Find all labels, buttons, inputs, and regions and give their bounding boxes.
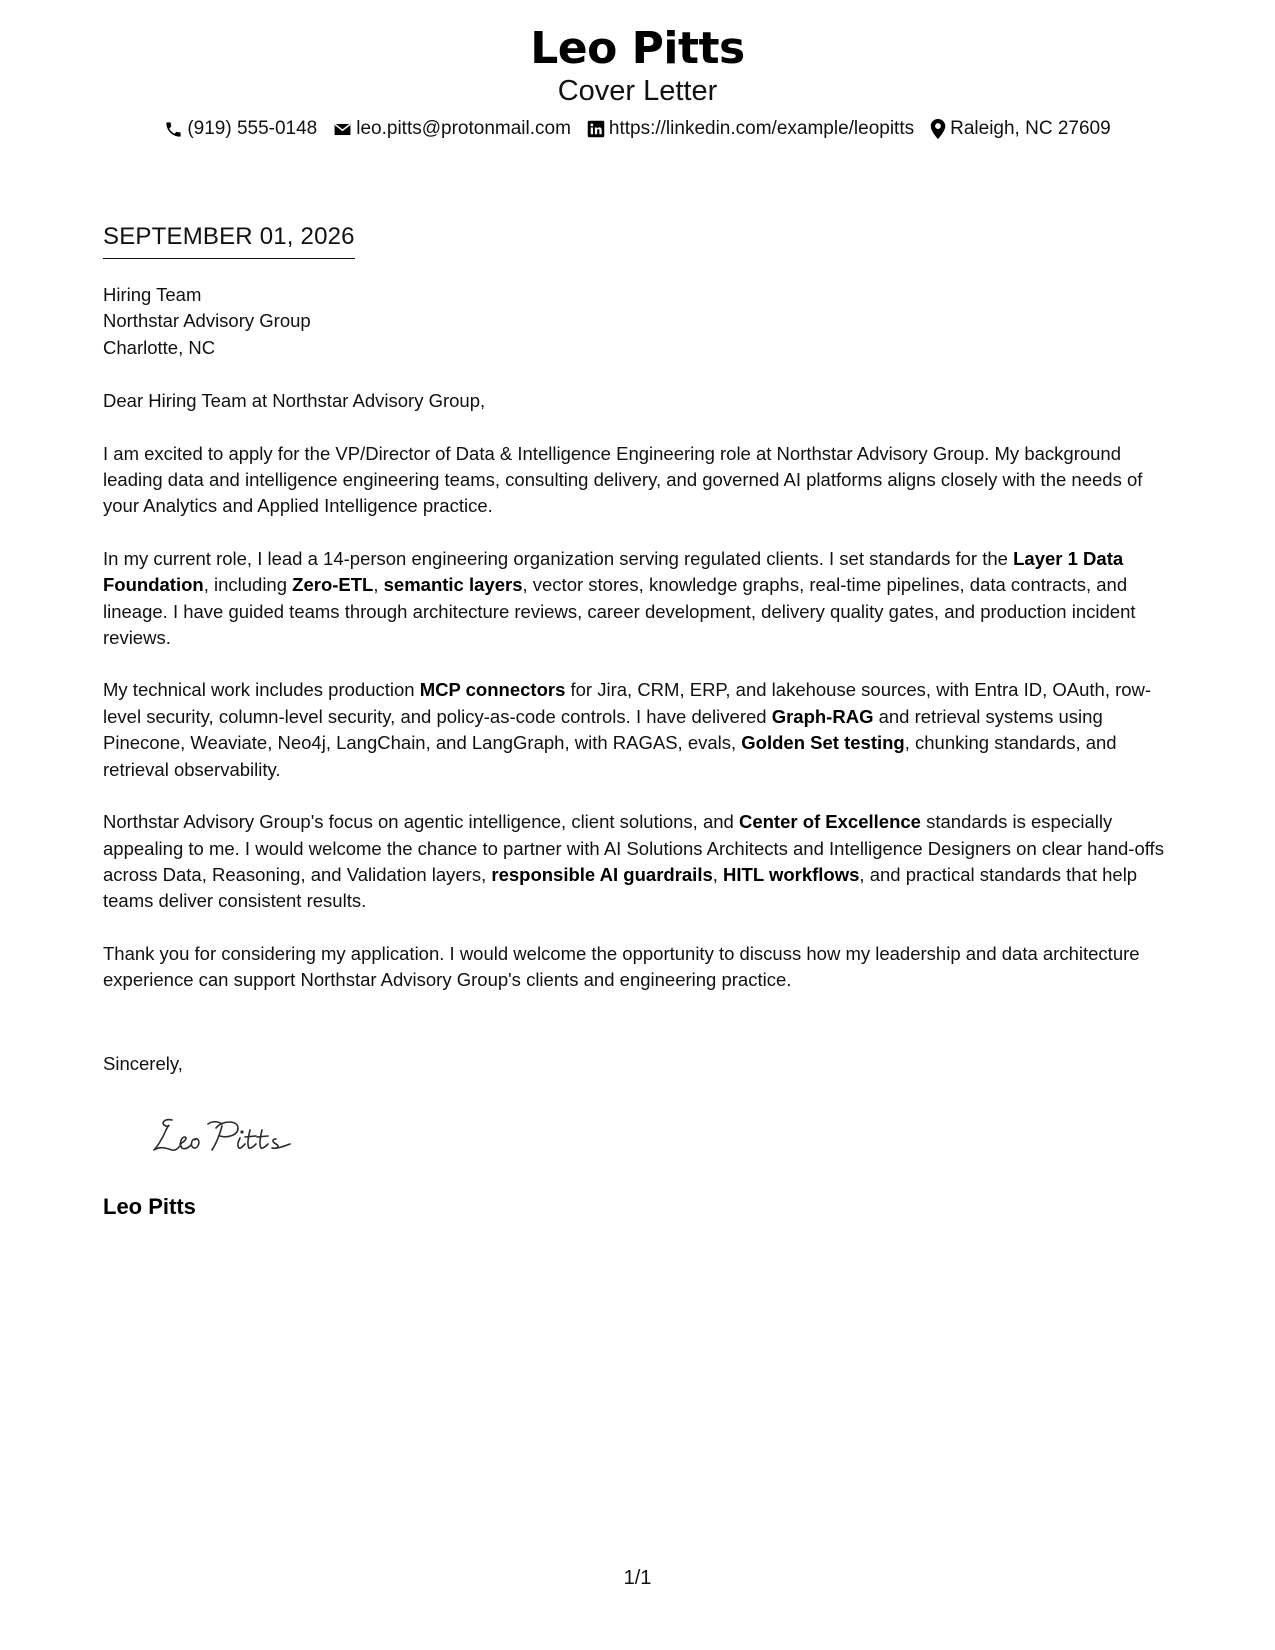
emphasized-text: semantic layers [383, 574, 523, 596]
phone-number: (919) 555-0148 [187, 118, 318, 139]
paragraph-text: In my current role, I lead a 14-person engineering organization serving regulated clients. I set standards for the [103, 547, 1014, 569]
emphasized-text: Graph-RAG [771, 705, 874, 727]
paragraph-text: and retrieval systems using Pinecone, Weaviate, Neo4j, LangChain, and LangGraph, with RAGAS, evals, [103, 705, 1103, 754]
emphasized-text: Layer 1 Data Foundation [103, 547, 1124, 596]
recipient-line: Northstar Advisory Group [103, 310, 311, 332]
handwritten-signature [150, 1108, 320, 1158]
document-subtitle: Cover Letter [557, 75, 718, 107]
map-pin-icon [930, 119, 946, 139]
signer-name: Leo Pitts [103, 1194, 196, 1219]
linkedin-url[interactable]: https://linkedin.com/example/leopitts [608, 118, 915, 139]
email-address[interactable]: leo.pitts@protonmail.com [356, 118, 571, 139]
paragraph-text: , [373, 574, 384, 596]
emphasized-text: Zero-ETL [292, 574, 374, 596]
letter-header [0, 22, 1275, 142]
recipient-line: Hiring Team [103, 284, 202, 305]
paragraph-text: , including [203, 574, 293, 596]
contact-line [0, 116, 1275, 142]
linkedin-icon [587, 120, 605, 138]
emphasized-text: Golden Set testing [741, 732, 905, 754]
envelope-icon [333, 120, 352, 139]
emphasized-text: MCP connectors [419, 679, 566, 701]
paragraph-text: , and practical standards that help teams deliver consistent results. [103, 863, 1138, 912]
body-paragraphs [103, 441, 1173, 994]
contact-email[interactable] [333, 116, 571, 142]
letter-body [103, 282, 1173, 1020]
greeting: Dear Hiring Team at Northstar Advisory Group, [103, 390, 486, 412]
paragraph-text: Thank you for considering my application. I would welcome the opportunity to discuss how my leadership and data architecture experience can support Northstar Advisory Group's clients and engineering practice. [103, 942, 1140, 991]
emphasized-text: Center of Excellence [738, 811, 921, 833]
emphasized-text: HITL workflows [723, 863, 860, 885]
paragraph-text: Northstar Advisory Group's focus on agentic intelligence, client solutions, and [103, 811, 739, 833]
body-paragraph [103, 677, 1173, 783]
contact-linkedin[interactable] [587, 116, 914, 142]
paragraph-text: , chunking standards, and retrieval observability. [103, 732, 1117, 780]
body-paragraph [103, 941, 1173, 994]
paragraph-text: standards is especially appealing to me. I would welcome the chance to partner with AI Solutions Architects and Intelligence Designers on clear hand-offs across Data, Reasoning, and Validation layers, [103, 811, 1164, 885]
contact-location [930, 116, 1111, 142]
body-paragraph [103, 809, 1173, 915]
recipient-line: Charlotte, NC [103, 336, 216, 358]
paragraph-text: , [712, 863, 724, 885]
emphasized-text: responsible AI guardrails [491, 863, 713, 885]
closing: Sincerely, [103, 1053, 183, 1074]
paragraph-text: My technical work includes production [103, 679, 420, 701]
paragraph-text: I am excited to apply for the VP/Director of Data & Intelligence Engineering role at Northstar Advisory Group. My background leading data and intelligence engineering teams, consulting delivery, and governed AI platforms aligns closely with the needs of your Analytics and Applied Intelligence practice. [103, 442, 1143, 517]
applicant-name: Leo Pitts [530, 23, 745, 74]
letter-date: SEPTEMBER 01, 2026 [103, 222, 355, 259]
contact-phone [164, 116, 317, 142]
paragraph-text: , vector stores, knowledge graphs, real-time pipelines, data contracts, and lineage. I have guided teams through architecture reviews, career development, delivery quality gates, and production incident reviews. [103, 574, 1136, 649]
recipient-address [103, 282, 1173, 361]
paragraph-text: for Jira, CRM, ERP, and lakehouse sources, with Entra ID, OAuth, row-level security, column-level security, and policy-as-code controls. I have delivered [103, 679, 1152, 727]
phone-icon [164, 120, 183, 139]
body-paragraph [103, 546, 1173, 652]
page-number: 1/1 [623, 1567, 652, 1589]
body-paragraph [103, 441, 1173, 520]
location-text: Raleigh, NC 27609 [950, 118, 1111, 139]
